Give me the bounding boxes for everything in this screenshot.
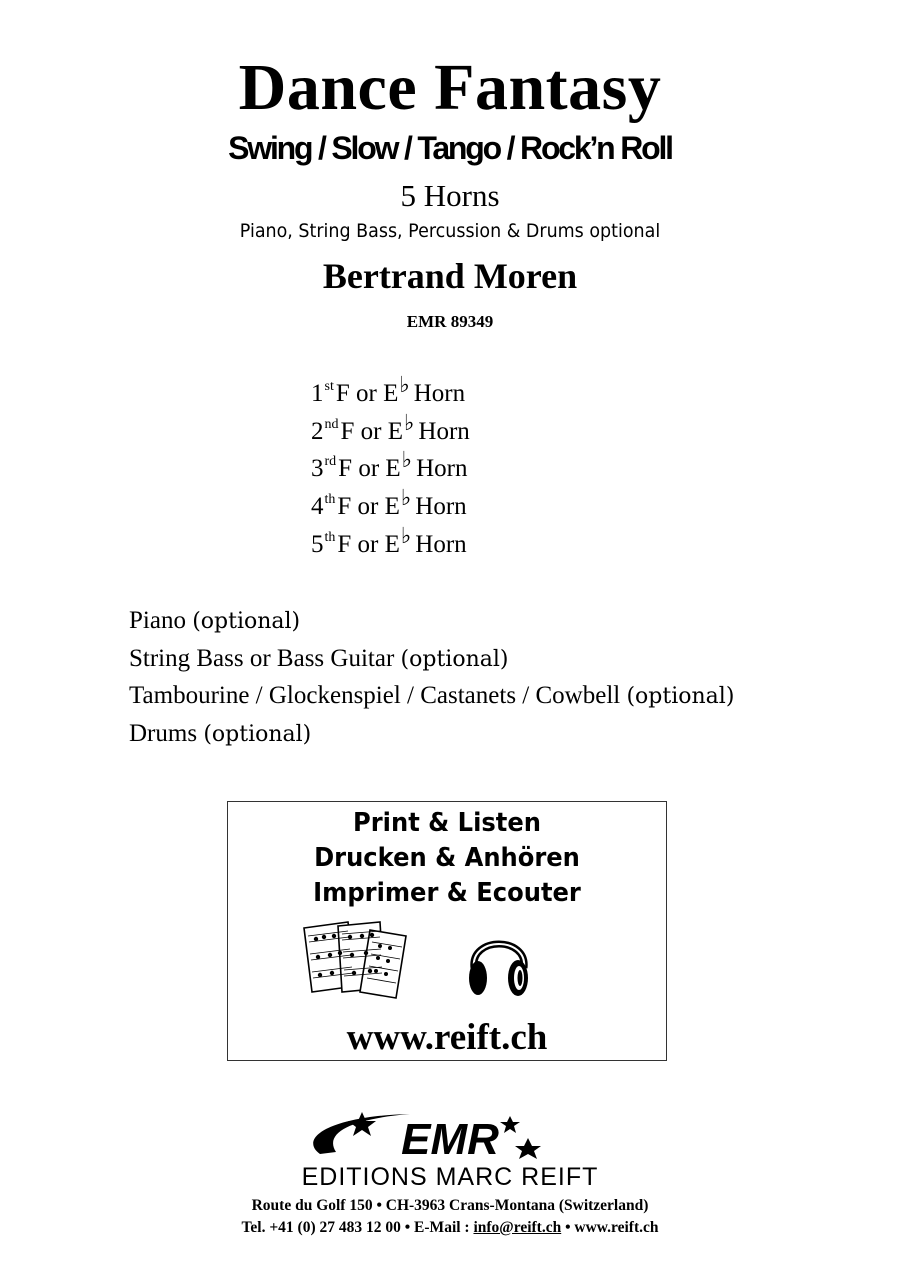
print-listen-box (227, 801, 667, 1061)
part-item: 4thF or E♭ Horn (311, 486, 467, 521)
optional-part-item: Tambourine / Glockenspiel / Castanets / Cowbell (optional) (129, 682, 735, 710)
promo-line-french: Imprimer & Ecouter (313, 878, 581, 908)
parts-list (311, 375, 470, 563)
publisher-address: Route du Golf 150 • CH-3963 Crans-Montana (Switzerland) (251, 1197, 649, 1214)
optional-part-item: Piano (optional) (129, 607, 301, 634)
part-item: 2ndF or E♭ Horn (311, 410, 470, 445)
part-item: 5thF or E♭ Horn (311, 523, 467, 558)
optional-part-item: String Bass or Bass Guitar (optional) (129, 644, 509, 672)
publisher-contact: Tel. +41 (0) 27 483 12 00 • E-Mail : info@reift.ch • www.reift.ch (241, 1219, 659, 1236)
emr-logo (300, 1108, 600, 1164)
promo-line-english: Print & Listen (353, 808, 541, 838)
headphones-icon (464, 924, 534, 1004)
optional-instruments-line: Piano, String Bass, Percussion & Drums optional (239, 220, 661, 242)
website-link[interactable]: www.reift.ch (346, 1017, 548, 1058)
composer: Bertrand Moren (322, 256, 578, 296)
part-item: 3rdF or E♭ Horn (311, 448, 468, 483)
subtitle: Swing / Slow / Tango / Rock’n Roll (228, 130, 672, 166)
email-link[interactable]: info@reift.ch (473, 1219, 562, 1236)
catalog-number: EMR 89349 (406, 312, 494, 331)
logo-text: EMR (401, 1115, 499, 1164)
title: Dance Fantasy (238, 51, 662, 124)
promo-line-german: Drucken & Anhören (314, 843, 580, 873)
sheet-music-icon (300, 920, 412, 1000)
ensemble: 5 Horns (400, 178, 500, 213)
part-item: 1stF or E♭ Horn (311, 373, 466, 407)
publisher-name: EDITIONS MARC REIFT (301, 1163, 599, 1191)
optional-part-item: Drums (optional) (129, 720, 312, 748)
optional-parts-list (129, 602, 734, 753)
